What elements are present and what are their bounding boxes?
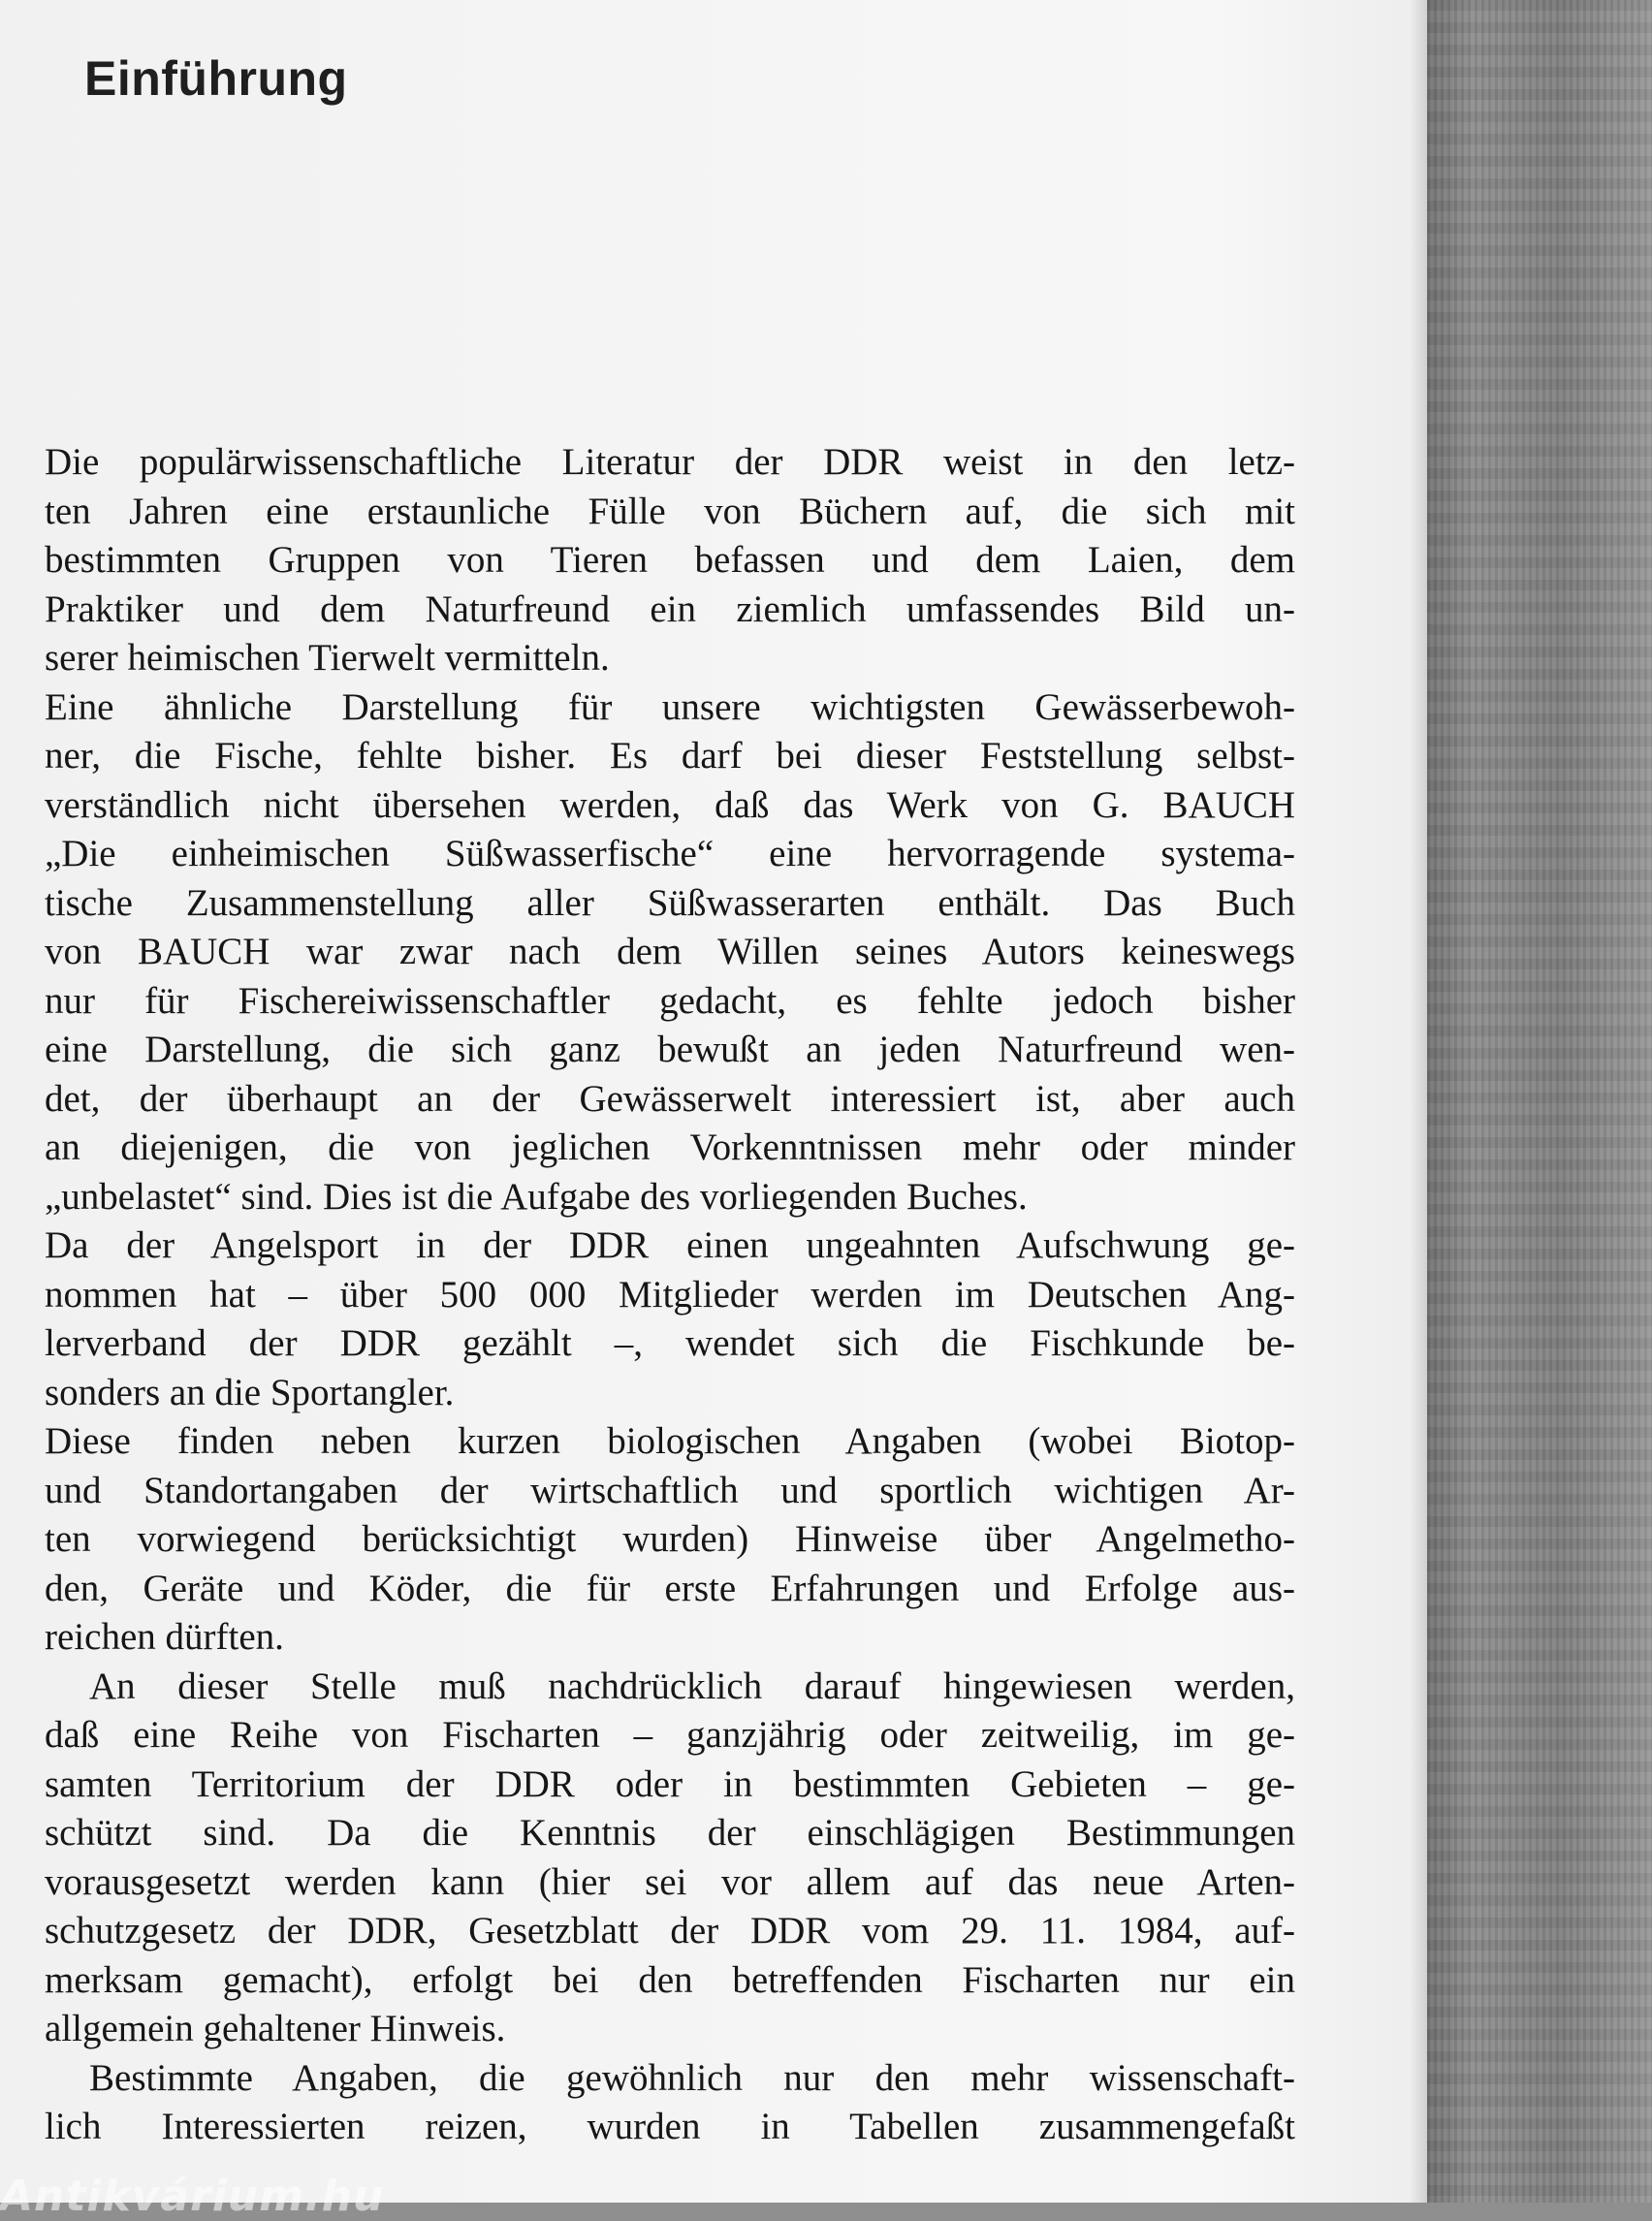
text-line: lerverband der DDR gezählt –, wendet sich die Fischkunde be-: [45, 1322, 1295, 1364]
text-line: merksam gemacht), erfolgt bei den betreffenden Fischarten nur ein: [45, 1958, 1295, 2001]
text-line: „Die einheimischen Süßwasserfische“ eine hervorragende systema-: [45, 833, 1295, 874]
text-line: sonders an die Sportangler.: [45, 1371, 455, 1413]
text-line: an diejenigen, die von jeglichen Vorkenntnissen mehr oder minder: [45, 1126, 1295, 1168]
text-line: Die populärwissenschaftliche Literatur der DDR weist in den letz-: [45, 441, 1295, 483]
text-line: und Standortangaben der wirtschaftlich und sportlich wichtigen Ar-: [45, 1469, 1295, 1511]
text-line: allgemein gehaltener Hinweis.: [45, 2008, 506, 2049]
text-line: ner, die Fische, fehlte bisher. Es darf bei dieser Feststellung selbst-: [45, 735, 1295, 777]
text-line: vorausgesetzt werden kann (hier sei vor allem auf das neue Arten-: [45, 1860, 1295, 1903]
text-line: schützt sind. Da die Kenntnis der einschlägigen Bestimmungen: [45, 1812, 1295, 1854]
text-line: den, Geräte und Köder, die für erste Erfahrungen und Erfolge aus-: [45, 1567, 1295, 1609]
text-line: Eine ähnliche Darstellung für unsere wichtigsten Gewässerbewoh-: [45, 685, 1295, 728]
text-line: „unbelastet“ sind. Dies ist die Aufgabe des vorliegenden Buches.: [45, 1175, 1028, 1218]
body-text: [45, 438, 1295, 2152]
text-line: Praktiker und dem Naturfreund ein ziemlich umfassendes Bild un-: [45, 587, 1295, 630]
text-line: Diese finden neben kurzen biologischen Angaben (wobei Biotop-: [45, 1420, 1295, 1462]
watermark-logo: Antikvárium.hu: [0, 2172, 385, 2221]
text-line: tische Zusammenstellung aller Süßwasserarten enthält. Das Buch: [45, 881, 1295, 924]
text-line: An dieser Stelle muß nachdrücklich darauf hingewiesen werden,: [89, 1665, 1295, 1707]
page-edge-shadow: [1410, 0, 1427, 2203]
text-line: bestimmten Gruppen von Tieren befassen und dem Laien, dem: [45, 539, 1295, 581]
text-line: samten Territorium der DDR oder in bestimmten Gebieten – ge-: [45, 1762, 1295, 1805]
text-line: daß eine Reihe von Fischarten – ganzjährig oder zeitweilig, im ge-: [45, 1714, 1295, 1756]
text-line: serer heimischen Tierwelt vermitteln.: [45, 637, 610, 679]
text-line: reichen dürften.: [45, 1616, 284, 1658]
text-line: verständlich nicht übersehen werden, daß das Werk von G. BAUCH: [45, 783, 1295, 826]
text-line: schutzgesetz der DDR, Gesetzblatt der DDR vom 29. 11. 1984, auf-: [45, 1910, 1295, 1951]
text-line: ten Jahren eine erstaunliche Fülle von Büchern auf, die sich mit: [45, 490, 1295, 532]
text-line: Bestimmte Angaben, die gewöhnlich nur den mehr wissenschaft-: [89, 2056, 1295, 2099]
text-line: ten vorwiegend berücksichtigt wurden) Hinweise über Angelmetho-: [45, 1518, 1295, 1560]
chapter-heading: Einführung: [84, 51, 348, 106]
text-line: nommen hat – über 500 000 Mitglieder werden im Deutschen Ang-: [45, 1273, 1295, 1316]
text-line: eine Darstellung, die sich ganz bewußt an jeden Naturfreund wen-: [45, 1029, 1295, 1070]
background-surface: [1427, 0, 1652, 2203]
text-line: von BAUCH war zwar nach dem Willen seines Autors keineswegs: [45, 931, 1295, 972]
text-line: nur für Fischereiwissenschaftler gedacht, es fehlte jedoch bisher: [45, 979, 1295, 1022]
text-line: lich Interessierten reizen, wurden in Tabellen zusammengefaßt: [45, 2106, 1295, 2147]
text-line: Da der Angelsport in der DDR einen ungeahnten Aufschwung ge-: [45, 1224, 1295, 1266]
text-line: det, der überhaupt an der Gewässerwelt interessiert ist, aber auch: [45, 1077, 1295, 1120]
